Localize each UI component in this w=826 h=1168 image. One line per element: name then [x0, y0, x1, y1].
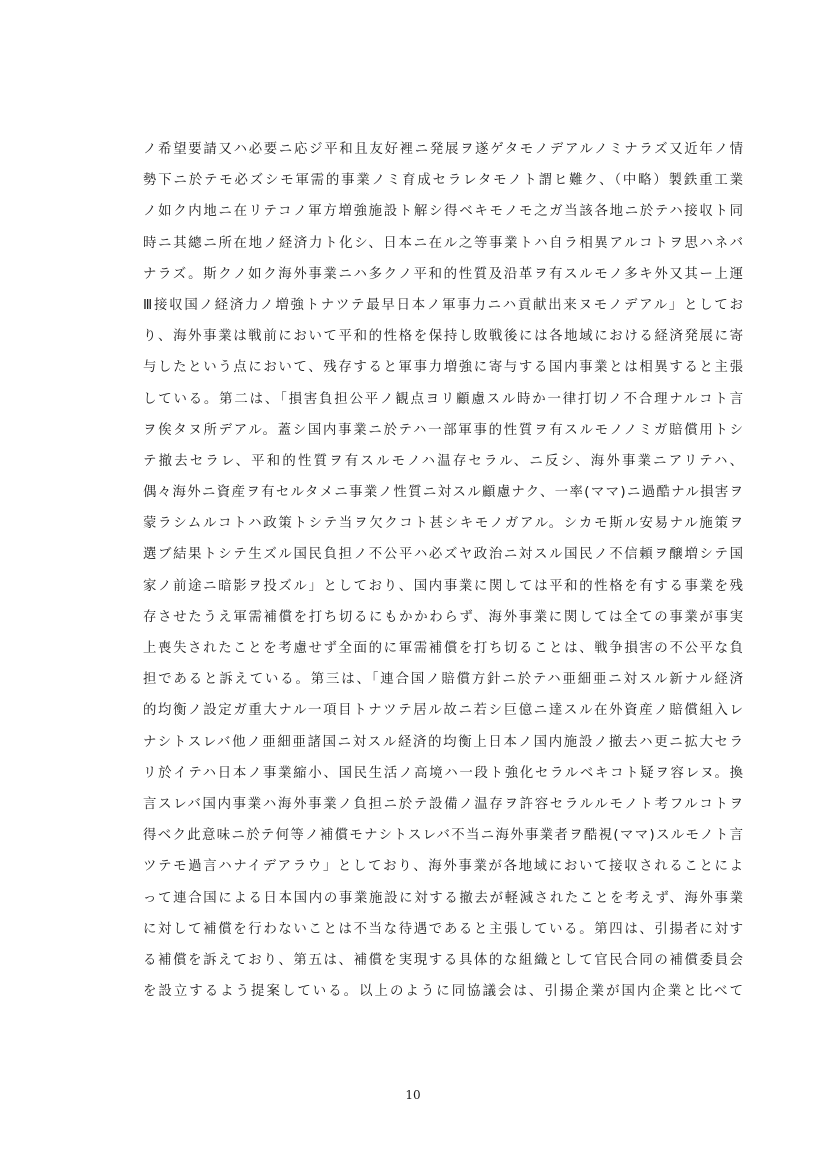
text-line-19: 的均衡ノ設定ガ重大ナル一項目トナツテ居ル故ニ若シ巨億ニ達スル在外資産ノ賠償組入レ — [143, 703, 743, 719]
text-line-25: って連合国による日本国内の事業施設に対する撤去が軽減されたことを考えず、海外事業 — [143, 890, 743, 906]
text-line-22: 言スレバ国内事業ハ海外事業ノ負担ニ於テ設備ノ温存ヲ許容セラルルモノト考フルコトヲ — [143, 796, 743, 812]
text-line-10: ヲ俟タヌ所デアル。蓋シ国内事業ニ於テハ一部軍事的性質ヲ有スルモノノミガ賠償用トシ — [143, 422, 743, 438]
text-line-23: 得ベク此意味ニ於テ何等ノ補償モナシトスレバ不当ニ海外事業者ヲ酷視(ママ)スルモノト言 — [143, 828, 743, 844]
text-line-12: 偶々海外ニ資産ヲ有セルタメニ事業ノ性質ニ対スル顧慮ナク、一率(ママ)ニ過酷ナル損害ヲ — [143, 485, 743, 501]
text-line-11: テ撤去セラレ、平和的性質ヲ有スルモノハ温存セラル、ニ反シ、海外事業ニアリテハ、 — [143, 453, 743, 469]
text-line-13: 蒙ラシムルコトハ政策トシテ当ヲ欠クコト甚シキモノガアル。シカモ斯ル安易ナル施策ヲ — [143, 516, 743, 532]
text-line-1: ノ希望要請又ハ必要ニ応ジ平和且友好裡ニ発展ヲ遂ゲタモノデアルノミナラズ又近年ノ情 — [143, 142, 743, 157]
text-line-16: 存させたうえ軍需補償を打ち切るにもかかわらず、海外事業に関しては全ての事業が事実 — [143, 609, 743, 625]
text-line-2: 勢下ニ於テモ必ズシモ軍需的事業ノミ育成セラレタモノト謂ヒ難ク、（中略）製鉄重工業 — [143, 173, 743, 189]
text-line-15: 家ノ前途ニ暗影ヲ投ズル」としており、国内事業に関しては平和的性格を有する事業を残 — [143, 578, 743, 594]
text-line-4: 時ニ其總ニ所在地ノ経済力ト化シ、日本ニ在ル之等事業トハ自ラ相異アルコトヲ思ハネバ — [143, 235, 743, 251]
text-line-3: ノ如ク内地ニ在リテコノ軍方増強施設ト解シ得ベキモノモ之ガ当該各地ニ於テハ接収ト同 — [143, 204, 743, 220]
text-line-26: に対して補償を行わないことは不当な待遇であると主張している。第四は、引揚者に対す — [143, 921, 743, 937]
text-line-9: している。第二は、「損害負担公平ノ観点ヨリ顧慮スル時か一律打切ノ不合理ナルコト言 — [143, 391, 743, 407]
text-line-14: 選ブ結果トシテ生ズル国民負担ノ不公平ハ必ズヤ政治ニ対スル国民ノ不信頼ヲ醸増シテ国 — [143, 547, 743, 563]
text-line-6: Ⅲ接収国ノ経済力ノ増強トナツテ最早日本ノ軍事力ニハ貢献出来ヌモノデアル」としてお — [143, 297, 743, 313]
text-line-28: を設立するよう提案している。以上のように同協議会は、引揚企業が国内企業と比べて — [143, 984, 743, 1000]
text-line-24: ツテモ過言ハナイデアラウ」としており、海外事業が各地域において接収されることによ — [143, 859, 743, 875]
text-line-17: 上喪失されたことを考慮せず全面的に軍需補償を打ち切ることは、戦争損害の不公平な負 — [143, 641, 743, 656]
body-text — [143, 134, 743, 1007]
text-line-27: る補償を訴えており、第五は、補償を実現する具体的な組織として官民合同の補償委員会 — [143, 952, 743, 968]
text-line-8: 与したという点において、残存すると軍事力増強に寄与する国内事業とは相異すると主張 — [143, 360, 743, 376]
page-number: 10 — [405, 1088, 421, 1102]
text-line-5: ナラズ。斯クノ如ク海外事業ニハ多クノ平和的性質及沿革ヲ有スルモノ多キ外又其ー上運 — [143, 266, 743, 282]
text-line-21: リ於イテハ日本ノ事業縮小、国民生活ノ高境ハ一段ト強化セラルベキコト疑ヲ容レヌ。換 — [143, 765, 743, 781]
text-line-7: り、海外事業は戦前において平和的性格を保持し敗戦後には各地域における経済発展に寄 — [143, 329, 743, 345]
text-line-18: 担であると訴えている。第三は、「連合国ノ賠償方針ニ於テハ亜細亜ニ対スル新ナル経済 — [143, 672, 743, 688]
text-line-20: ナシトスレバ他ノ亜細亜諸国ニ対スル経済的均衡上日本ノ国内施設ノ撤去ハ更ニ拡大セラ — [143, 734, 743, 750]
